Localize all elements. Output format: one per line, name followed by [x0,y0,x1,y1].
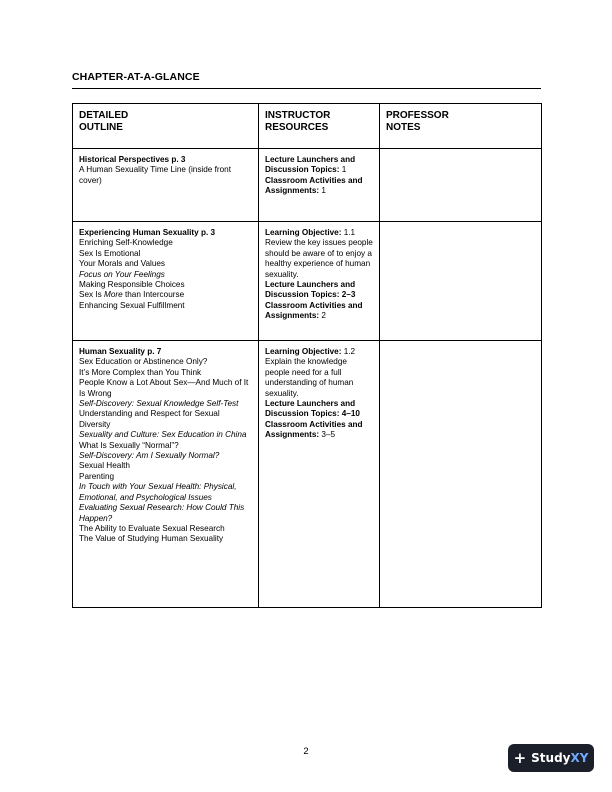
studyxy-badge[interactable] [508,744,594,772]
resource-label: Lecture Launchers and Discussion Topics: 4–10 [265,399,360,419]
outline-item: Sex Is More than Intercourse [79,290,185,300]
outline-item: The Ability to Evaluate Sexual Research [79,523,225,533]
resources-cell [259,341,380,608]
resource-entry [265,155,373,176]
outline-item: Sexual Health [79,461,130,471]
badge-brand-xy: XY [570,751,589,765]
section-heading: Historical Perspectives p. 3 [79,155,186,164]
notes-cell [380,341,542,608]
resource-value: 1 [341,165,347,175]
resource-entry [265,347,373,399]
resource-entry [265,228,373,280]
outline-item: A Human Sexuality Time Line (inside front cover) [79,165,231,185]
badge-brand-study: Study [531,751,571,765]
resource-value: 1 [321,186,326,196]
outline-item: Understanding and Respect for Sexual Diversity [79,409,220,429]
outline-item: Your Morals and Values [79,259,166,269]
outline-cell [73,149,259,222]
resource-entry [265,301,373,322]
outline-item: It’s More Complex than You Think [79,367,202,377]
header-outline-line2: OUTLINE [79,121,123,133]
resource-entry [265,420,373,441]
notes-cell [380,222,542,341]
outline-item: Enriching Self-Knowledge [79,238,173,248]
resource-label: Lecture Launchers and Discussion Topics: 2–3 [265,280,356,300]
page-title: CHAPTER-AT-A-GLANCE [72,71,200,83]
outline-item: Parenting [79,471,115,481]
table-row [73,149,542,222]
header-resources-line2: RESOURCES [265,121,329,133]
header-detailed-outline [73,104,259,149]
resource-label: Learning Objective: [265,347,344,356]
resource-value: 3–5 [321,430,336,440]
plus-icon: + [513,749,527,767]
table-row [73,222,542,341]
outline-item: What Is Sexually “Normal”? [79,440,179,450]
outline-cell [73,341,259,608]
outline-item: Self-Discovery: Sexual Knowledge Self-Test [79,399,239,409]
resource-entry [265,176,373,197]
outline-item: Evaluating Sexual Research: How Could This Happen? [79,503,245,523]
resource-label: Classroom Activities and Assignments: [265,175,363,196]
outline-item: Sex Is Emotional [79,248,141,258]
outline-item: Focus on Your Feelings [79,269,165,279]
resource-value: 2 [321,311,326,321]
outline-item: Sex Education or Abstinence Only? [79,357,208,367]
header-outline-line1: DETAILED [79,110,129,121]
outline-cell [73,222,259,341]
resources-cell [259,149,380,222]
outline-item: Making Responsible Choices [79,280,185,290]
header-instructor-resources [259,104,380,149]
section-heading: Human Sexuality p. 7 [79,347,162,356]
outline-item: In Touch with Your Sexual Health: Physical, Emotional, and Psychological Issues [79,482,237,502]
outline-item: People Know a Lot About Sex—And Much of It Is Wrong [79,378,249,398]
resource-entry [265,280,373,301]
page-number: 2 [303,746,309,757]
resources-cell [259,222,380,341]
outline-item: Self-Discovery: Am I Sexually Normal? [79,451,220,461]
resource-label: Classroom Activities and Assignments: [265,419,363,440]
outline-item: The Value of Studying Human Sexuality [79,534,224,544]
resource-label: Lecture Launchers and Discussion Topics: [265,155,356,175]
resource-label: Learning Objective: [265,228,344,237]
chapter-at-a-glance-table [72,103,542,608]
header-resources-line1: INSTRUCTOR [265,110,331,121]
resource-entry [265,399,373,420]
resource-value: 1.1 Review the key issues people should be aware of to enjoy a healthy experience of human sexuality. [265,228,373,279]
outline-item: Sexuality and Culture: Sex Education in China [79,430,247,440]
resource-label: Classroom Activities and Assignments: [265,300,363,321]
table-row [73,341,542,608]
notes-cell [380,149,542,222]
header-professor-notes [380,104,542,149]
section-heading: Experiencing Human Sexuality p. 3 [79,228,216,237]
table-header-row [73,104,542,149]
resource-value: 1.2 Explain the knowledge people need for a full understanding of human sexuality. [265,347,356,398]
header-notes-line1: PROFESSOR [386,110,449,121]
title-rule [72,88,541,89]
outline-item: Enhancing Sexual Fulfillment [79,300,185,310]
header-notes-line2: NOTES [386,121,421,133]
